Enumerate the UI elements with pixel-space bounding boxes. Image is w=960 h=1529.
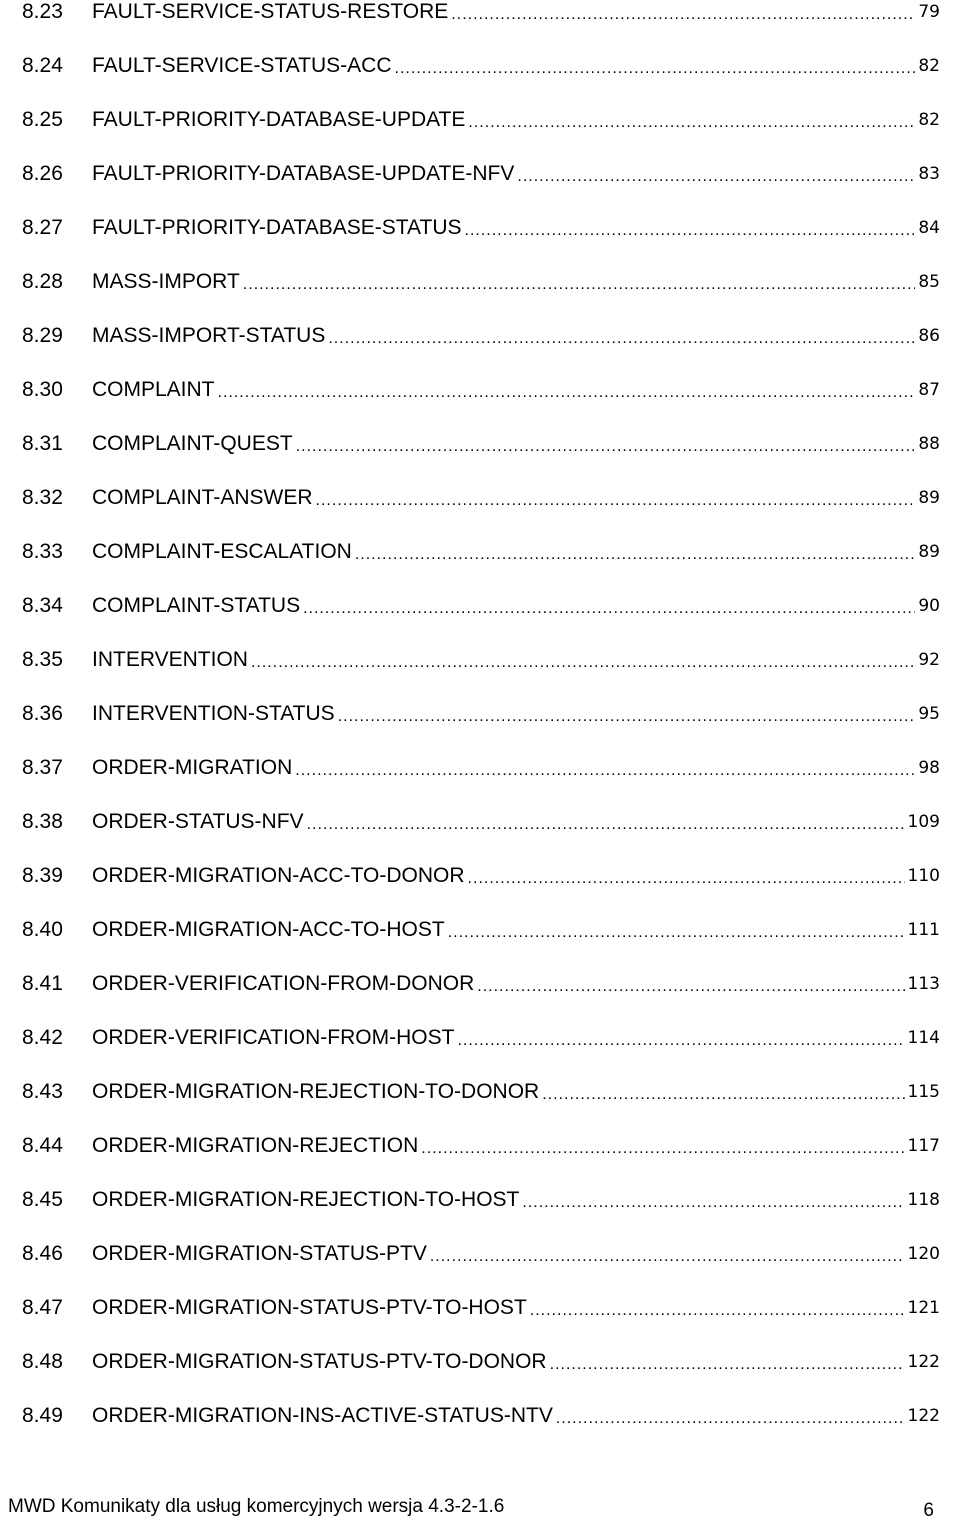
toc-entry[interactable]: [0, 429, 960, 459]
toc-dot-leader: [338, 702, 916, 732]
toc-entry-page: 114: [907, 1028, 940, 1048]
toc-entry-page: 92: [918, 650, 940, 670]
toc-dot-leader: [421, 1134, 904, 1164]
toc-entry[interactable]: [0, 213, 960, 243]
toc-entry-title: ORDER-STATUS-NFV: [92, 810, 304, 833]
toc-entry-number: 8.31: [22, 432, 63, 455]
toc-entry-title: MASS-IMPORT-STATUS: [92, 324, 326, 347]
toc-entry-number: 8.45: [22, 1188, 63, 1211]
toc-entry-page: 111: [907, 920, 940, 940]
toc-entry-title: COMPLAINT-ANSWER: [92, 486, 313, 509]
toc-entry-page: 79: [918, 2, 940, 22]
toc-entry-number: 8.40: [22, 918, 63, 941]
toc-entry[interactable]: [0, 267, 960, 297]
toc-entry[interactable]: [0, 591, 960, 621]
toc-dot-leader: [355, 540, 916, 570]
toc-entry-title: COMPLAINT: [92, 378, 215, 401]
toc-entry-page: 122: [907, 1352, 940, 1372]
toc-entry-number: 8.42: [22, 1026, 63, 1049]
toc-dot-leader: [522, 1188, 904, 1218]
footer-page-number: 6: [923, 1500, 934, 1521]
page-footer: [0, 1490, 960, 1526]
toc-entry-number: 8.23: [22, 0, 63, 23]
toc-entry[interactable]: [0, 321, 960, 351]
toc-entry-number: 8.26: [22, 162, 63, 185]
toc-entry-title: FAULT-PRIORITY-DATABASE-UPDATE: [92, 108, 466, 131]
toc-entry-number: 8.25: [22, 108, 63, 131]
toc-entry-number: 8.24: [22, 54, 63, 77]
toc-entry[interactable]: [0, 375, 960, 405]
toc-dot-leader: [328, 324, 915, 354]
toc-entry-number: 8.46: [22, 1242, 63, 1265]
toc-entry-number: 8.47: [22, 1296, 63, 1319]
toc-entry[interactable]: [0, 1401, 960, 1431]
toc-entry-page: 109: [907, 812, 940, 832]
toc-entry[interactable]: [0, 105, 960, 135]
toc-dot-leader: [243, 270, 916, 300]
toc-dot-leader: [465, 216, 916, 246]
toc-entry[interactable]: [0, 0, 960, 27]
toc-entry[interactable]: [0, 1185, 960, 1215]
toc-entry-page: 85: [918, 272, 940, 292]
toc-dot-leader: [550, 1350, 905, 1380]
toc-entry[interactable]: [0, 1239, 960, 1269]
toc-dot-leader: [307, 810, 905, 840]
toc-dot-leader: [395, 54, 916, 84]
toc-entry-page: 95: [918, 704, 940, 724]
toc-entry-title: ORDER-MIGRATION-STATUS-PTV-TO-DONOR: [92, 1350, 547, 1373]
toc-entry-page: 118: [907, 1190, 940, 1210]
toc-entry-number: 8.32: [22, 486, 63, 509]
toc-entry-page: 113: [907, 974, 940, 994]
toc-dot-leader: [468, 864, 905, 894]
toc-entry-page: 86: [918, 326, 940, 346]
toc-entry-page: 98: [918, 758, 940, 778]
toc-entry-title: ORDER-MIGRATION: [92, 756, 293, 779]
toc-entry[interactable]: [0, 1131, 960, 1161]
toc-entry-page: 82: [918, 110, 940, 130]
toc-entry-number: 8.49: [22, 1404, 63, 1427]
toc-entry-number: 8.41: [22, 972, 63, 995]
toc-entry-page: 84: [918, 218, 940, 238]
toc-entry[interactable]: [0, 645, 960, 675]
toc-entry-number: 8.33: [22, 540, 63, 563]
toc-entry[interactable]: [0, 699, 960, 729]
toc-entry-number: 8.44: [22, 1134, 63, 1157]
footer-document-title: MWD Komunikaty dla usług komercyjnych wersja 4.3-2-1.6: [8, 1496, 505, 1517]
toc-entry[interactable]: [0, 537, 960, 567]
toc-dot-leader: [457, 1026, 904, 1056]
toc-entry-title: FAULT-SERVICE-STATUS-ACC: [92, 54, 392, 77]
toc-dot-leader: [316, 486, 916, 516]
toc-dot-leader: [251, 648, 915, 678]
toc-entry-title: MASS-IMPORT: [92, 270, 240, 293]
toc-entry[interactable]: [0, 159, 960, 189]
toc-entry-page: 121: [907, 1298, 940, 1318]
toc-entry-page: 87: [918, 380, 940, 400]
toc-entry[interactable]: [0, 915, 960, 945]
toc-entry-number: 8.29: [22, 324, 63, 347]
toc-entry-title: ORDER-MIGRATION-REJECTION-TO-HOST: [92, 1188, 520, 1211]
toc-entry-title: ORDER-MIGRATION-INS-ACTIVE-STATUS-NTV: [92, 1404, 553, 1427]
toc-entry-number: 8.48: [22, 1350, 63, 1373]
toc-entry-title: ORDER-MIGRATION-STATUS-PTV-TO-HOST: [92, 1296, 527, 1319]
toc-dot-leader: [430, 1242, 905, 1272]
toc-entry-title: FAULT-PRIORITY-DATABASE-UPDATE-NFV: [92, 162, 515, 185]
toc-dot-leader: [517, 162, 915, 192]
toc-dot-leader: [477, 972, 904, 1002]
toc-entry-number: 8.27: [22, 216, 63, 239]
toc-entry-page: 117: [907, 1136, 940, 1156]
toc-entry[interactable]: [0, 51, 960, 81]
toc-entry-page: 89: [918, 542, 940, 562]
toc-dot-leader: [218, 378, 916, 408]
toc-entry[interactable]: [0, 1293, 960, 1323]
toc-entry-number: 8.30: [22, 378, 63, 401]
toc-entry-title: ORDER-VERIFICATION-FROM-DONOR: [92, 972, 475, 995]
toc-entry-page: 89: [918, 488, 940, 508]
toc-dot-leader: [542, 1080, 904, 1110]
toc-entry-title: COMPLAINT-QUEST: [92, 432, 293, 455]
toc-entry-page: 88: [918, 434, 940, 454]
toc-dot-leader: [296, 432, 916, 462]
toc-entry-number: 8.34: [22, 594, 63, 617]
toc-entry-number: 8.43: [22, 1080, 63, 1103]
toc-dot-leader: [451, 0, 915, 30]
toc-dot-leader: [303, 594, 915, 624]
toc-entry-title: ORDER-VERIFICATION-FROM-HOST: [92, 1026, 455, 1049]
toc-entry-title: INTERVENTION-STATUS: [92, 702, 335, 725]
toc-entry[interactable]: [0, 807, 960, 837]
toc-entry-number: 8.36: [22, 702, 63, 725]
toc-entry-title: FAULT-SERVICE-STATUS-RESTORE: [92, 0, 449, 23]
toc-entry-title: INTERVENTION: [92, 648, 248, 671]
toc-dot-leader: [556, 1404, 905, 1434]
toc-entry[interactable]: [0, 969, 960, 999]
toc-entry-page: 115: [907, 1082, 940, 1102]
toc-dot-leader: [448, 918, 905, 948]
toc-entry[interactable]: [0, 1347, 960, 1377]
toc-entry-page: 83: [918, 164, 940, 184]
toc-entry-page: 120: [907, 1244, 940, 1264]
toc-entry-page: 90: [918, 596, 940, 616]
toc-entry-number: 8.37: [22, 756, 63, 779]
toc-dot-leader: [468, 108, 915, 138]
toc-entry-number: 8.38: [22, 810, 63, 833]
toc-dot-leader: [530, 1296, 905, 1326]
toc-entry-number: 8.39: [22, 864, 63, 887]
toc-entry-title: COMPLAINT-ESCALATION: [92, 540, 352, 563]
toc-entry[interactable]: [0, 483, 960, 513]
toc-entry-title: ORDER-MIGRATION-REJECTION-TO-DONOR: [92, 1080, 540, 1103]
toc-entry-title: COMPLAINT-STATUS: [92, 594, 301, 617]
toc-entry[interactable]: [0, 753, 960, 783]
toc-entry-title: ORDER-MIGRATION-ACC-TO-DONOR: [92, 864, 465, 887]
toc-entry-page: 82: [918, 56, 940, 76]
toc-entry-number: 8.28: [22, 270, 63, 293]
toc-entry-number: 8.35: [22, 648, 63, 671]
toc-entry-title: ORDER-MIGRATION-ACC-TO-HOST: [92, 918, 445, 941]
toc-dot-leader: [295, 756, 915, 786]
toc-entry[interactable]: [0, 1077, 960, 1107]
toc-entry[interactable]: [0, 861, 960, 891]
toc-entry[interactable]: [0, 1023, 960, 1053]
toc-entry-page: 122: [907, 1406, 940, 1426]
toc-entry-title: ORDER-MIGRATION-STATUS-PTV: [92, 1242, 427, 1265]
toc-entry-title: ORDER-MIGRATION-REJECTION: [92, 1134, 419, 1157]
toc-entry-title: FAULT-PRIORITY-DATABASE-STATUS: [92, 216, 462, 239]
toc-entry-page: 110: [907, 866, 940, 886]
